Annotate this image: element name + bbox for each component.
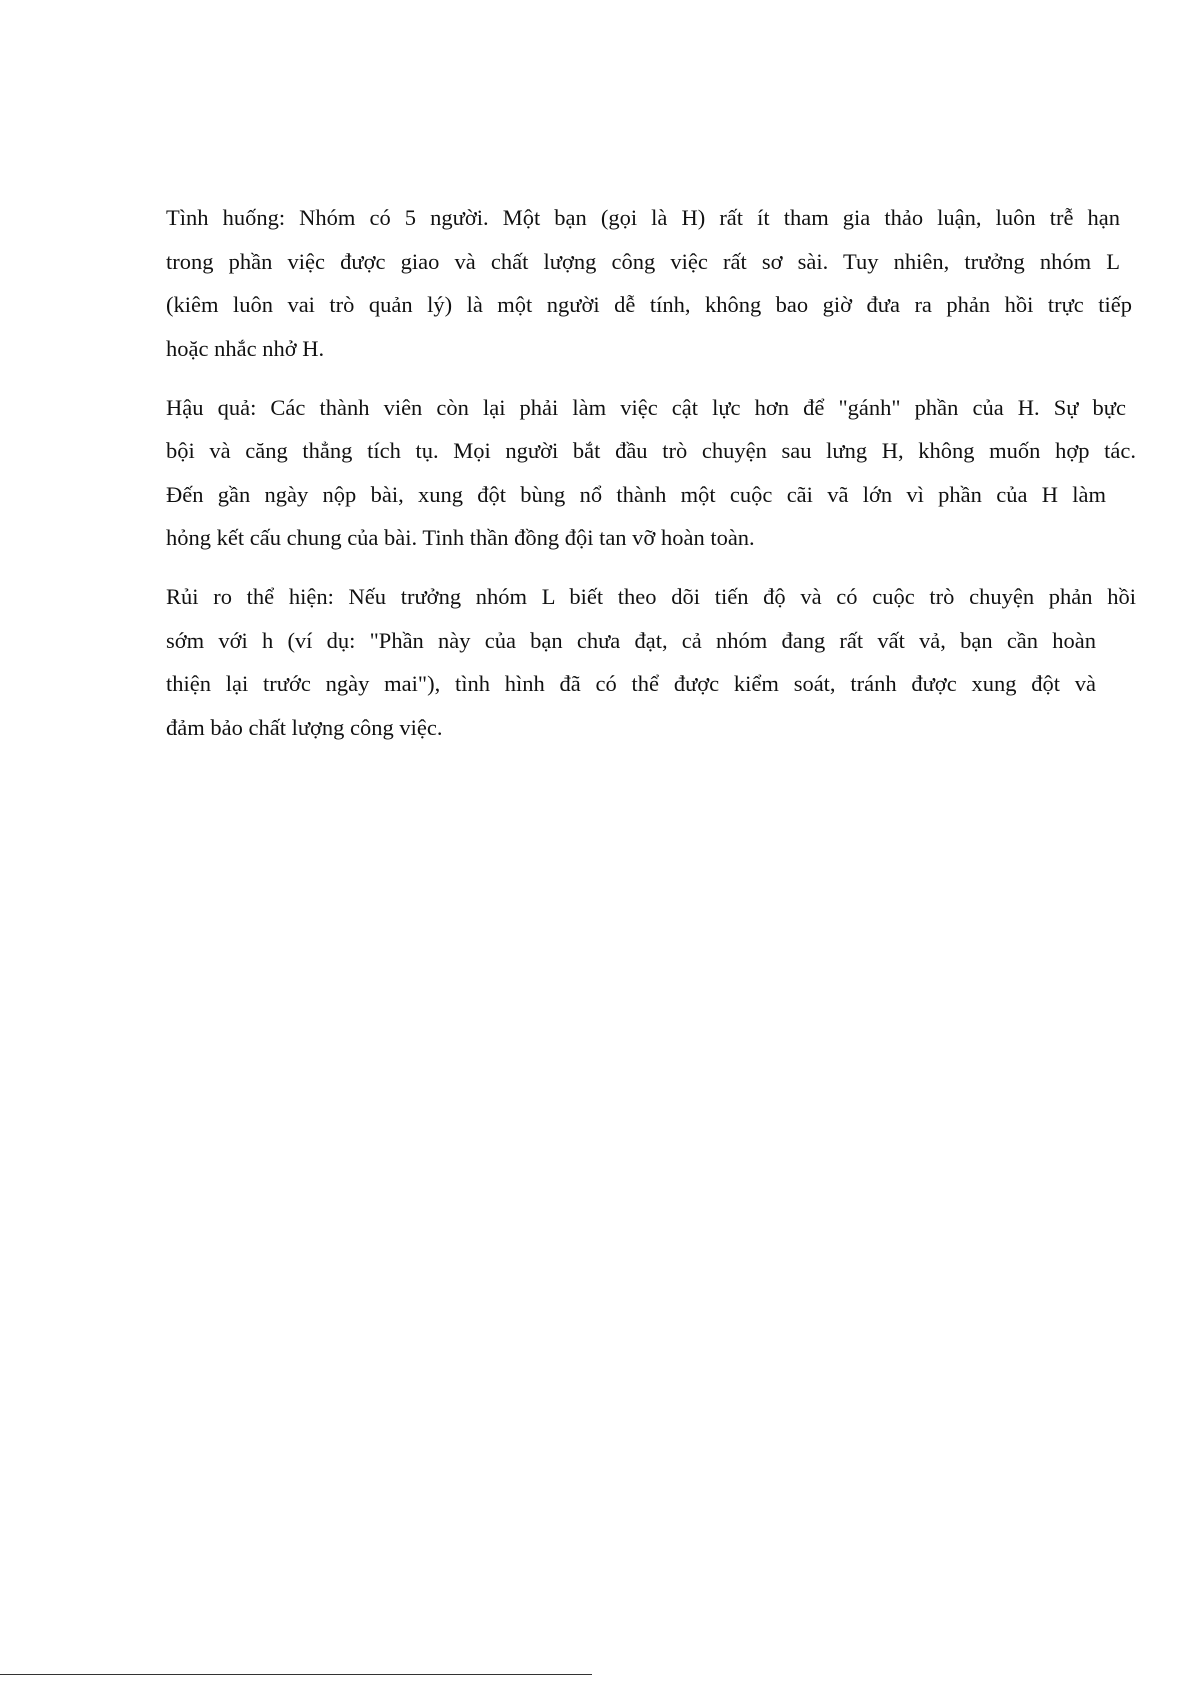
paragraph-line: đảm bảo chất lượng công việc.: [166, 714, 443, 740]
paragraph-line: (kiêm luôn vai trò quản lý) là một người dễ tính, không bao giờ đưa ra phản hồi trực tiếp: [166, 292, 1132, 317]
paragraph-line: hoặc nhắc nhở H.: [166, 335, 325, 361]
paragraph-line: bội và căng thẳng tích tụ. Mọi người bắt đầu trò chuyện sau lưng H, không muốn hợp tác.: [166, 438, 1136, 463]
footnote-separator: [0, 1674, 592, 1675]
paragraph-line: Hậu quả: Các thành viên còn lại phải làm việc cật lực hơn để "gánh" phần của H. Sự bực: [166, 394, 1126, 420]
paragraph-line: trong phần việc được giao và chất lượng công việc rất sơ sài. Tuy nhiên, trưởng nhóm L: [166, 248, 1120, 274]
paragraph-consequence: [166, 386, 1136, 560]
paragraph-line: sớm với h (ví dụ: "Phần này của bạn chưa đạt, cả nhóm đang rất vất vả, bạn cần hoàn: [166, 627, 1096, 653]
paragraph-risk: [166, 575, 1136, 749]
document-body: [166, 196, 1136, 765]
paragraph-line: hỏng kết cấu chung của bài. Tinh thần đồng đội tan vỡ hoàn toàn.: [166, 525, 755, 550]
paragraph-line: Tình huống: Nhóm có 5 người. Một bạn (gọi là H) rất ít tham gia thảo luận, luôn trễ hạn: [166, 205, 1120, 230]
paragraph-line: thiện lại trước ngày mai"), tình hình đã có thể được kiểm soát, tránh được xung đột và: [166, 671, 1096, 696]
paragraph-line: Đến gần ngày nộp bài, xung đột bùng nổ thành một cuộc cãi vã lớn vì phần của H làm: [166, 481, 1106, 507]
paragraph-line: Rủi ro thể hiện: Nếu trưởng nhóm L biết theo dõi tiến độ và có cuộc trò chuyện phản hồi: [166, 584, 1136, 609]
paragraph-situation: [166, 196, 1136, 370]
